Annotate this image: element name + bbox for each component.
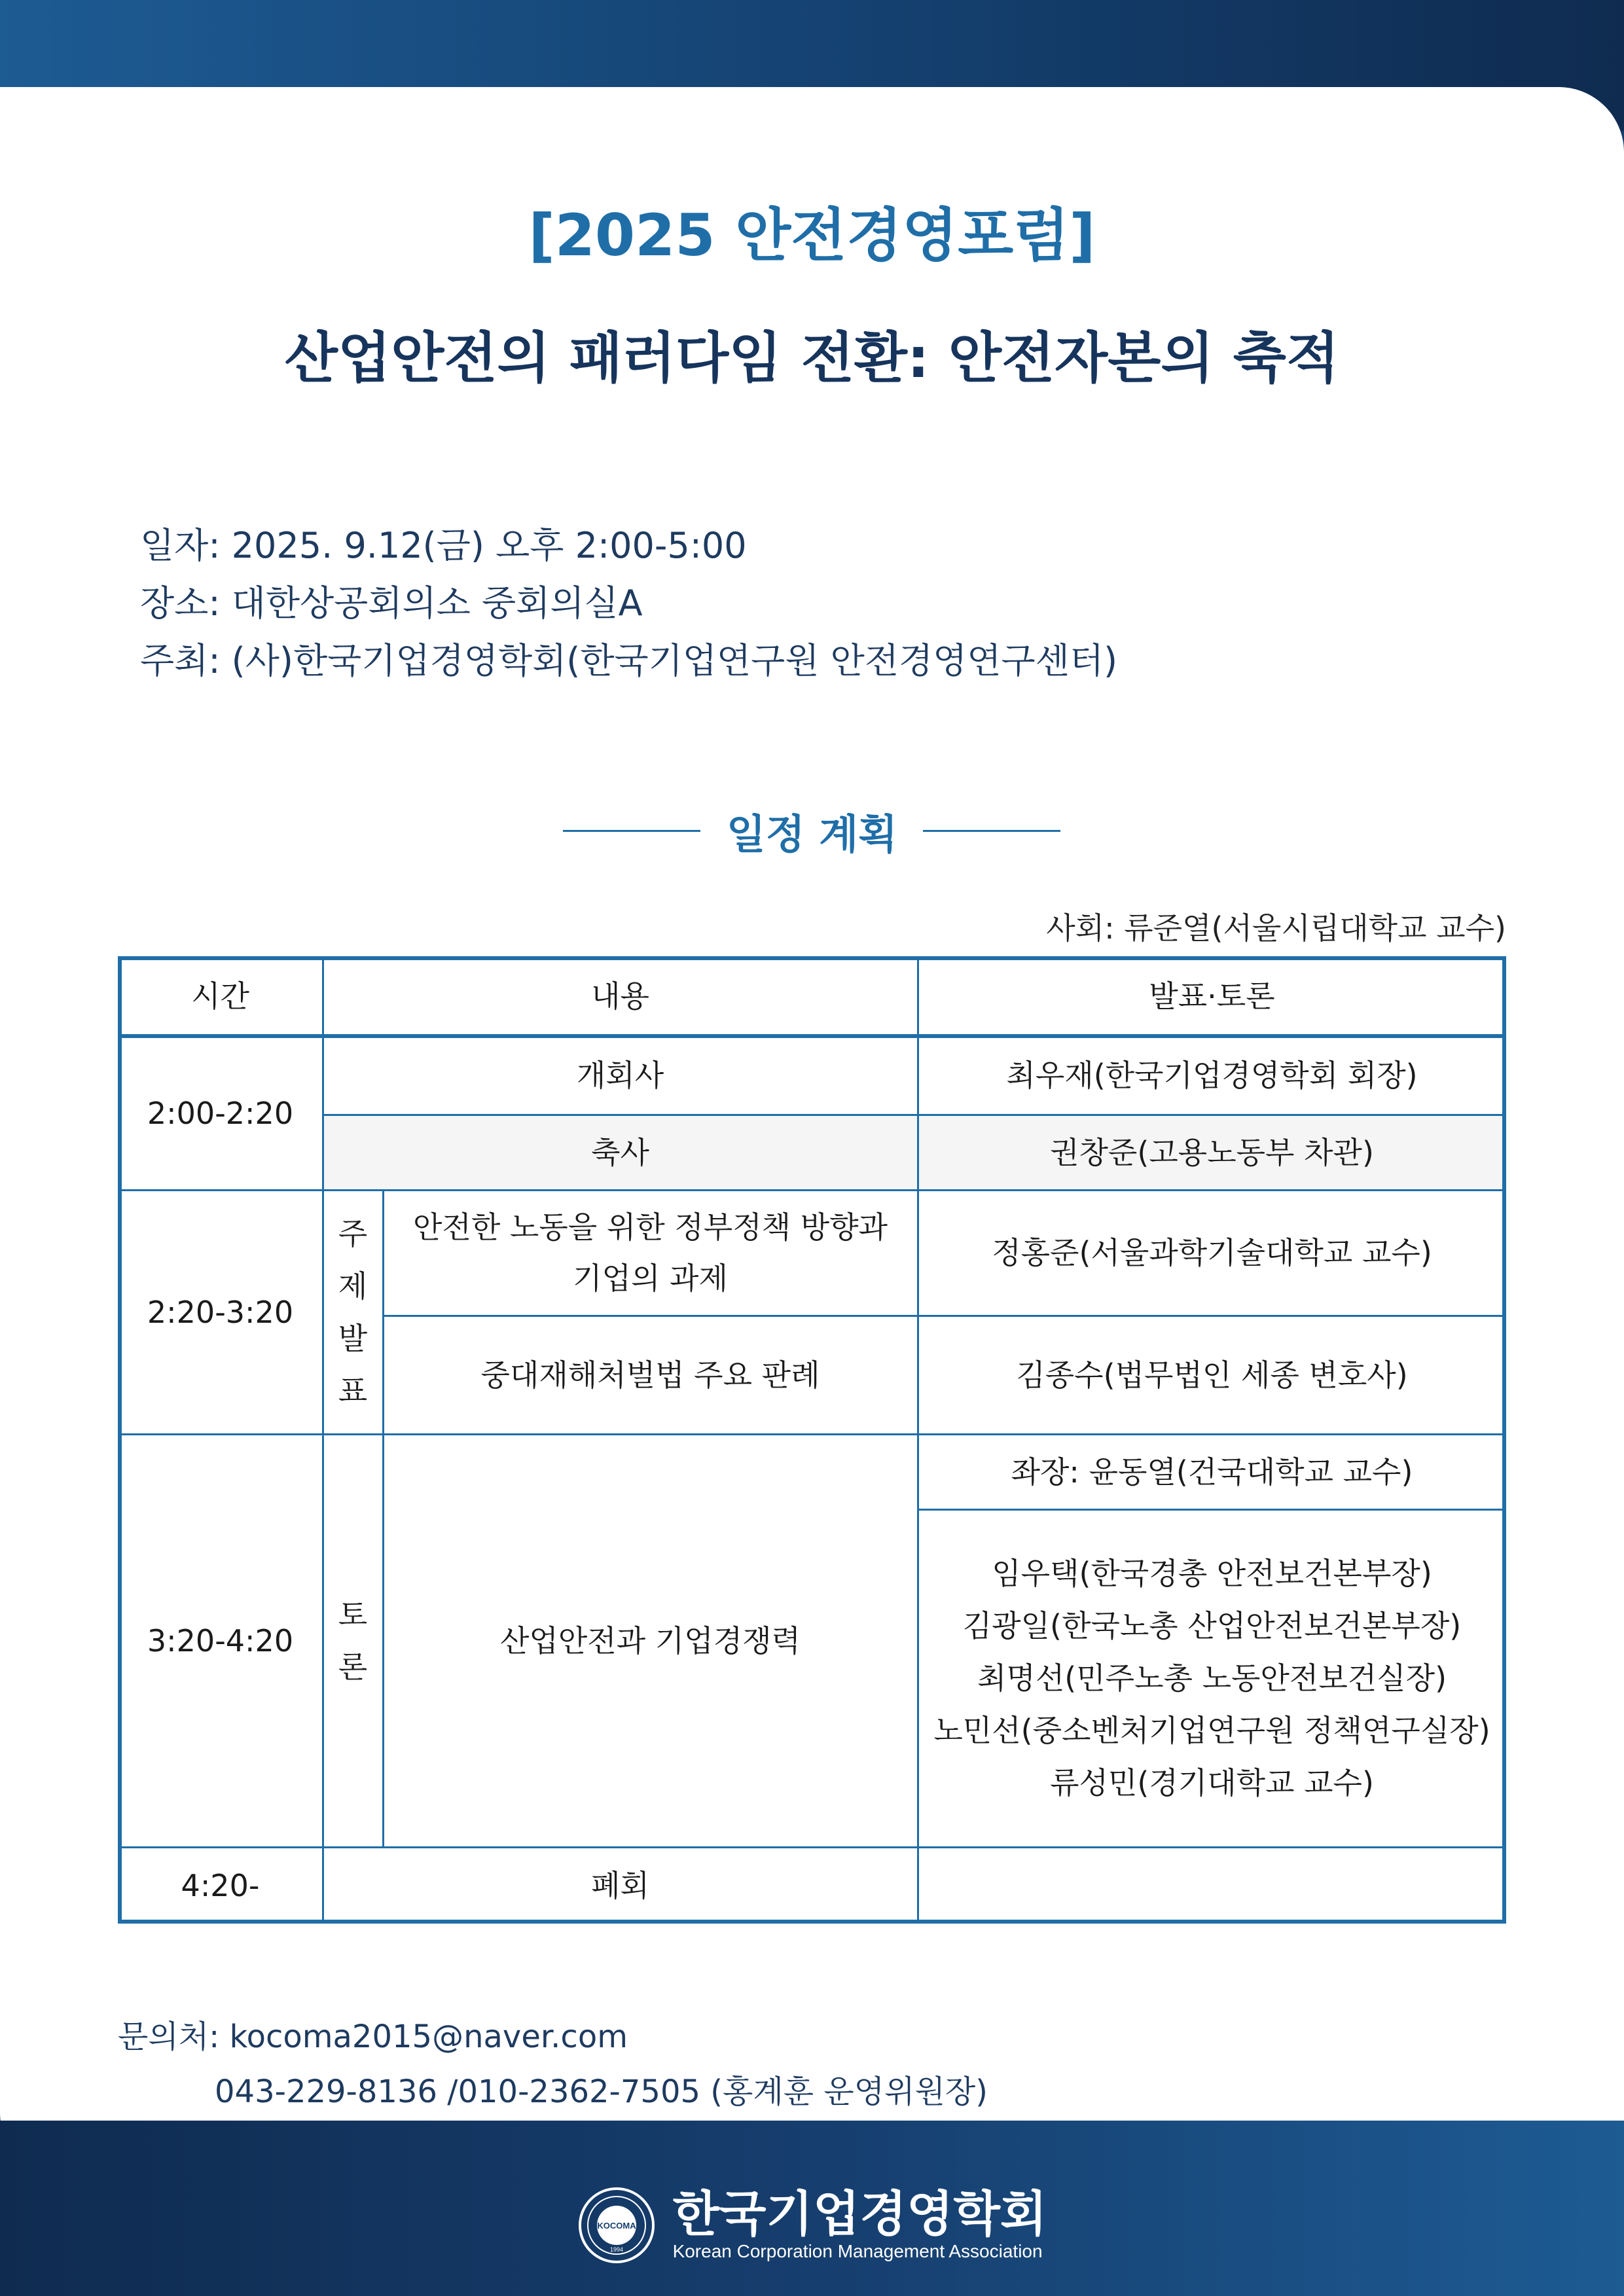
col-rule [382,1190,384,1847]
forum-subtitle: 산업안전의 패러다임 전환: 안전자본의 축적 [284,326,1340,390]
event-date: 일자: 2025. 9.12(금) 오후 2:00-5:00 [140,525,747,566]
speaker-congratulatory: 권창준(고용노동부 차관) [1050,1134,1374,1170]
panelist: 임우택(한국경총 안전보건본부장) [992,1556,1432,1591]
panelist: 김광일(한국노총 산업안전보건본부장) [962,1608,1462,1643]
speaker-opening-address: 최우재(한국기업경영학회 회장) [1006,1058,1418,1093]
speaker-closing [918,1847,1506,1924]
content-opening-address: 개회사 [576,1058,664,1093]
event-host: 주최: (사)한국기업경영학회(한국기업연구원 안전경영연구센터) [140,640,1118,681]
discussion-chair: 좌장: 윤동열(건국대학교 교수) [1011,1454,1413,1490]
org-name [673,2188,1047,2263]
col-rule [322,956,324,1924]
time-discussion: 3:20-4:20 [147,1623,294,1659]
category-char: 주 [338,1215,368,1251]
category-presentation [323,1190,383,1434]
table-border-bottom [118,1920,1506,1924]
speaker-presentation-1: 정홍준(서울과학기술대학교 교수) [992,1235,1432,1270]
row-rule [323,1114,1506,1116]
content-presentation-2: 중대재해처벌법 주요 판례 [480,1357,820,1393]
time-presentation: 2:20-3:20 [147,1294,294,1330]
row-rule [918,1509,1506,1511]
header-rule [118,1034,1506,1038]
col-rule [917,956,919,1924]
event-venue: 장소: 대한상공회의소 중회의실A [140,583,643,624]
category-char: 토 [338,1596,368,1632]
row-rule [118,1846,1506,1848]
event-info [140,517,1117,690]
org-name-en: Korean Corporation Management Association [672,2241,1043,2261]
header-content: 내용 [591,978,649,1014]
row-rule [383,1315,1506,1317]
footer-logo [0,2186,1624,2265]
category-char: 제 [338,1268,368,1304]
row-rule [118,1189,1506,1191]
table-border-left [118,956,122,1924]
panelist: 노민선(중소벤처기업연구원 정책연구실장) [933,1713,1490,1748]
panelist: 최명선(민주노총 노동안전보건실장) [977,1660,1447,1696]
seal-year: 1994 [609,2246,623,2253]
content-line: 안전한 노동을 위한 정부정책 방향과 [412,1210,888,1245]
content-line: 기업의 과제 [573,1261,728,1296]
seal-icon [577,2186,656,2265]
row-rule [118,1433,1506,1435]
schedule-title: 일정 계획 [726,810,898,858]
speaker-presentation-2: 김종수(법무법인 세종 변호사) [1016,1357,1408,1393]
time-closing: 4:20- [181,1867,260,1903]
header-speaker: 발표·토론 [1149,978,1275,1014]
forum-title: [2025 안전경영포럼] [528,202,1096,269]
table-border-top [118,956,1506,960]
contact-info [118,2009,988,2119]
category-discussion [323,1434,383,1847]
org-name-ko: 한국기업경영학회 [672,2186,1047,2242]
category-char: 론 [338,1649,368,1685]
table-border-right [1502,956,1506,1924]
moderator: 사회: 류준열(서울시립대학교 교수) [1046,910,1506,946]
contact-phone: 043-229-8136 /010-2362-7505 (홍계훈 운영위원장) [215,2073,988,2110]
panelist-list [918,1509,1506,1847]
contact-email: 문의처: kocoma2015@naver.com [118,2018,628,2055]
content-congratulatory: 축사 [591,1134,649,1170]
header-time: 시간 [191,978,249,1014]
panelist: 류성민(경기대학교 교수) [1050,1765,1374,1801]
divider-right [923,830,1060,832]
seal-text: KOCOMA [596,2221,636,2231]
content-closing: 폐회 [591,1867,649,1903]
schedule-table [118,956,1506,1924]
category-char: 표 [338,1372,368,1408]
time-opening: 2:00-2:20 [147,1095,294,1131]
category-char: 발 [338,1320,368,1356]
content-discussion: 산업안전과 기업경쟁력 [500,1623,801,1659]
content-presentation-1 [383,1190,918,1316]
